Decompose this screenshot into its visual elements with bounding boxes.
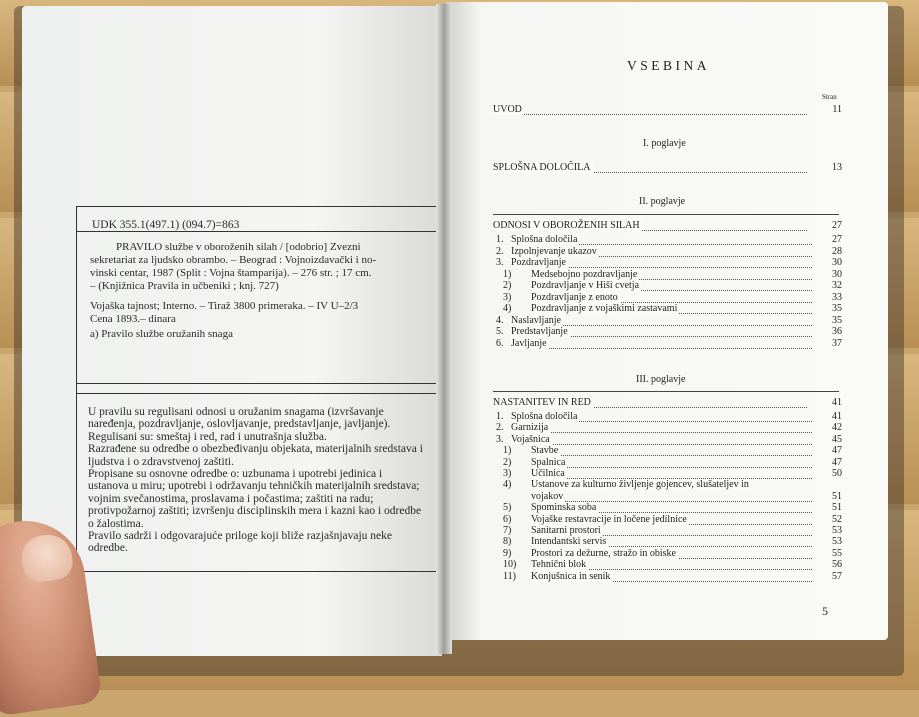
toc-entry-page: 51 [832, 502, 842, 514]
toc-entry [0, 338, 919, 352]
toc-entry-number: 2. [496, 422, 504, 434]
toc-entry-page: 27 [832, 234, 842, 245]
toc-entry-page: 47 [832, 445, 842, 457]
summary-paragraph: Propisane su osnovne odredbe o: uzbunama i upotrebi jedinica i ustanova u miru; upotrebi i održavanju tehničkih materijalnih sredstava; vojnim svečanostima, proslavama i počastima; zaštiti na radu; protivpožarnoj zaštiti; izvršenju disciplinskih mera i kazni kao i odredbe o žalostima. [88, 468, 422, 530]
toc-entry-page: 36 [832, 326, 842, 337]
toc-entry-page: 41 [832, 397, 842, 408]
toc-entry-label: Ustanove za kulturno življenje gojencev, slušateljev in [531, 479, 749, 491]
toc-entry-number: 1. [496, 234, 504, 245]
toc-entry-number: 7) [503, 525, 512, 536]
dot-leader [533, 457, 812, 468]
toc-entry-label: Stavbe [531, 445, 559, 457]
catalog-note: Vojaška tajnost; Interno. – Tiraž 3800 primeraka. – IV U–2/3 [90, 300, 359, 312]
toc-entry [0, 162, 919, 176]
toc-entry-label: Pozdravljanje z vojaškimi zastavami [531, 303, 678, 314]
toc-entry-label: Vojaške restavracije in ločene jedilnice [531, 513, 687, 525]
toc-entry-number: 1) [503, 445, 512, 457]
toc-entry-label: Spominska soba [531, 502, 597, 514]
toc-entry-label: Splošna določila [511, 411, 578, 422]
chapter-heading: I. poglavje [643, 138, 686, 149]
section-rule [493, 214, 839, 215]
toc-entry-page: 50 [832, 468, 842, 479]
toc-entry-number: 4) [503, 303, 512, 314]
section-rule [493, 391, 839, 392]
toc-entry-label: Konjušnica in senik [531, 570, 611, 582]
card-divider [77, 393, 437, 394]
chapter-heading: III. poglavje [636, 374, 686, 385]
toc-entry-number: 4. [496, 314, 504, 326]
toc-entry-page: 27 [832, 220, 842, 231]
toc-entry-number: 6) [503, 513, 512, 525]
catalog-entry-line: sekretariat za ljudsko obrambo. – Beograd : Vojnoizdavački i no- [90, 254, 377, 266]
toc-entry-label: Učilnica [531, 468, 565, 479]
toc-entry-label: Predstavljanje [511, 326, 568, 337]
toc-title: VSEBINA [627, 58, 711, 73]
toc-entry-page: 42 [832, 422, 842, 434]
toc-entry-page: 56 [832, 559, 842, 571]
toc-entry-page: 35 [832, 314, 842, 326]
toc-entry-label: Naslavljanje [511, 314, 561, 326]
toc-entry-number: 10) [503, 559, 517, 571]
toc-entry-label: Splošna določila [511, 234, 578, 245]
toc-entry-label: vojakov [531, 490, 564, 502]
toc-entry-label: Garnizija [511, 422, 549, 434]
toc-entry-number: 8) [503, 536, 512, 548]
udk-code: UDK 355.1(497.1) (094.7)=863 [92, 219, 240, 231]
toc-entry-label: Pozdravljanje v Hiši cvetja [531, 280, 640, 291]
toc-entry-label: Pozdravljanje z enoto [531, 291, 618, 303]
toc-entry-page: 47 [832, 456, 842, 468]
toc-entry-page: 30 [832, 268, 842, 280]
toc-entry-number: 4) [503, 479, 512, 491]
chapter-heading: II. poglavje [639, 196, 686, 207]
toc-entry-number: 11) [503, 570, 516, 582]
toc-entry-page: 30 [832, 257, 842, 268]
toc-entry-number: 6. [496, 337, 504, 349]
toc-entry-label: Sanitarni prostori [531, 525, 601, 536]
toc-entry-number: 5) [503, 502, 512, 514]
toc-entry-number: 2. [496, 245, 504, 257]
toc-entry-page: 28 [832, 245, 842, 257]
toc-entry-page: 33 [832, 291, 842, 303]
toc-entry-page: 53 [832, 525, 842, 536]
dot-leader [513, 338, 812, 349]
dot-leader [533, 491, 812, 502]
toc-entry-number: 3. [496, 257, 504, 268]
toc-entry-page: 55 [832, 547, 842, 559]
toc-entry-label: Medsebojno pozdravljanje [531, 268, 638, 280]
card-divider [77, 383, 437, 384]
dot-leader [533, 468, 812, 479]
toc-entry-page: 13 [832, 162, 842, 173]
toc-entry-page: 51 [832, 490, 842, 502]
toc-entry-page: 45 [832, 433, 842, 445]
toc-entry-number: 5. [496, 326, 504, 337]
toc-entry-number: 3) [503, 468, 512, 479]
toc-entry-label: Vojašnica [511, 433, 550, 445]
summary-paragraph: Razrađene su odredbe o obezbeđivanju objekata, materijalnih sredstava i ljudstva i o zdravstvenoj zaštiti. [88, 443, 423, 468]
toc-entry-number: 3. [496, 433, 504, 445]
page-column-label: Stran [822, 93, 837, 101]
toc-entry-number: 9) [503, 547, 512, 559]
toc-entry-page: 37 [832, 337, 842, 349]
catalog-entry-line: – (Knjižnica Pravila in učbeniki ; knj. 727) [90, 280, 279, 292]
toc-entry-label: Spalnica [531, 456, 566, 468]
toc-entry [0, 104, 919, 118]
toc-entry-label: NASTANITEV IN RED [493, 397, 591, 408]
summary-paragraph: Pravilo sadrži i odgovarajuće priloge koji bliže razjašnjavaju neke odredbe. [88, 530, 392, 555]
toc-entry-number: 1. [496, 411, 504, 422]
toc-entry-label: Tehnični blok [531, 559, 587, 571]
dot-leader [533, 445, 812, 456]
dot-leader [513, 422, 812, 433]
toc-entry-number: 3) [503, 291, 512, 303]
summary-paragraph: U pravilu su regulisani odnosi u oružanim snagama (izvršavanje naređenja, pozdravljanje, oslovljavanje, predstavljanje, javljanje). Regulisani su: smeštaj i red, rad i unutrašnja služba. [88, 406, 391, 443]
toc-entry-page: 35 [832, 303, 842, 314]
toc-entry-label: Izpolnjevanje ukazov [511, 245, 597, 257]
toc-entry-number: 1) [503, 268, 512, 280]
catalog-entry-line: vinski centar, 1987 (Split : Vojna štamparija). – 276 str. ; 17 cm. [90, 267, 372, 279]
toc-entry-number: 2) [503, 456, 512, 468]
toc-entry-label: UVOD [493, 104, 522, 115]
toc-entry-page: 52 [832, 513, 842, 525]
toc-entry-page: 53 [832, 536, 842, 548]
toc-entry-label: Javljanje [511, 337, 547, 349]
catalog-note: Cena 1893.– dinara [90, 313, 176, 325]
page-number: 5 [822, 604, 828, 618]
toc-entry-page: 11 [832, 104, 842, 115]
toc-entry-label: ODNOSI V OBOROŽENIH SILAH [493, 220, 640, 231]
toc-entry [0, 571, 919, 585]
dot-leader [495, 104, 807, 115]
toc-entry-number: 2) [503, 280, 512, 291]
toc-entry-page: 57 [832, 570, 842, 582]
toc-entry-page: 32 [832, 280, 842, 291]
toc-entry-label: Intendantski servis [531, 536, 607, 548]
toc-entry-label: SPLOŠNA DOLOČILA [493, 162, 591, 173]
toc-entry-label: Prostori za dežurne, stražo in obiske [531, 547, 676, 559]
dot-leader [513, 434, 812, 445]
catalog-entry-line: PRAVILO službe v oboroženih silah / [odobrio] Zvezni [116, 241, 361, 253]
toc-entry [0, 397, 919, 411]
toc-entry-page: 41 [832, 411, 842, 422]
toc-entry [0, 220, 919, 234]
toc-entry-label: Pozdravljanje [511, 257, 566, 268]
catalog-translation-note: a) Pravilo službe oružanih snaga [90, 328, 233, 340]
